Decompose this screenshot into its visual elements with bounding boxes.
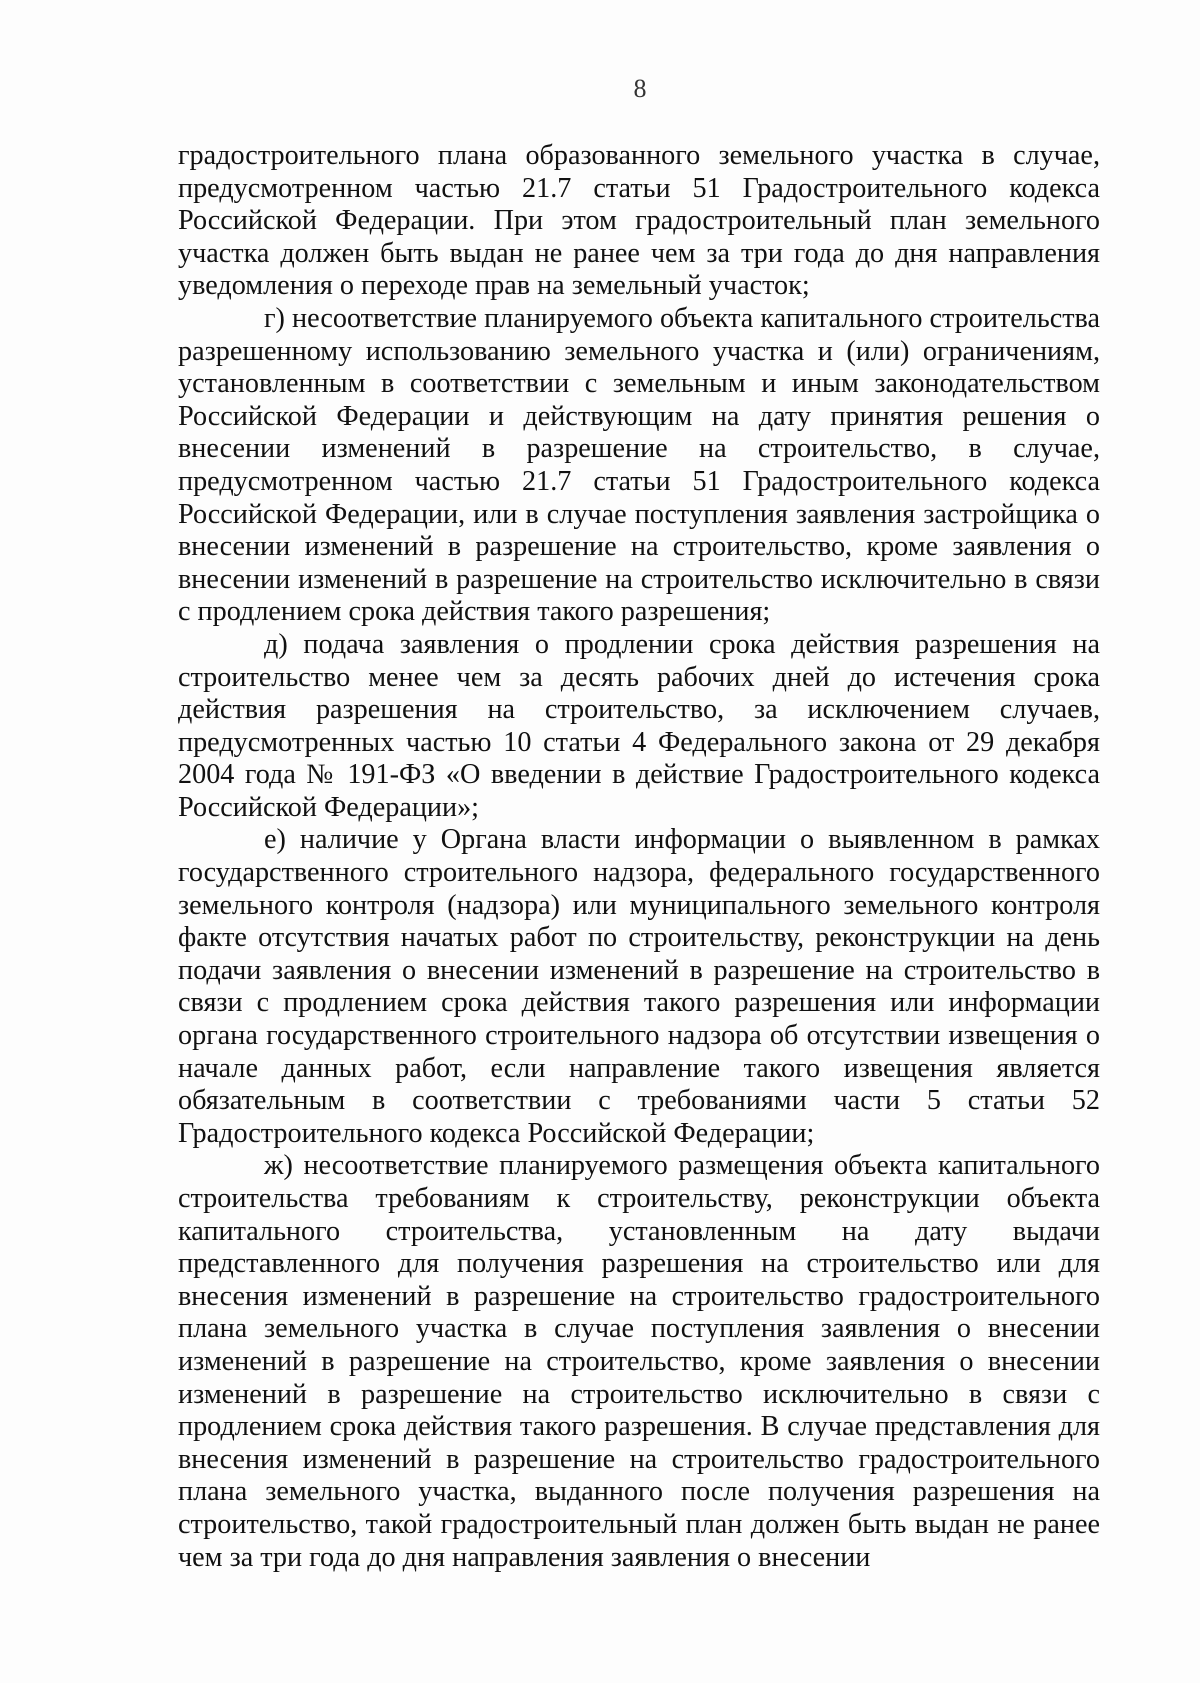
page-number: 8 <box>633 74 647 103</box>
paragraph-item-d: д) подача заявления о продлении срока действия разрешения на строительство менее чем за десять рабочих дней до истечения срока действия разрешения на строительство, за исключением случаев, предусмотренных частью 10 статьи 4 Федерального закона от 29 декабря 2004 года № 191-ФЗ «О введении в действие Градостроительного кодекса Российской Федерации»; <box>178 628 1100 823</box>
paragraph-item-zh: ж) несоответствие планируемого размещения объекта капитального строительства требованиям к строительству, реконструкции объекта капитального строительства, установленным на дату выдачи представленного для получения разрешения на строительство или для внесения изменений в разрешение на строительство градостроительного плана земельного участка в случае поступления заявления о внесении изменений в разрешение на строительство, кроме заявления о внесении изменений в разрешение на строительство исключительно в связи с продлением срока действия такого разрешения. В случае представления для внесения изменений в разрешение на строительство градостроительного плана земельного участка, выданного после получения разрешения на строительство, такой градостроительный план должен быть выдан не ранее чем за три года до дня направления заявления о внесении <box>178 1150 1100 1573</box>
document-body <box>178 140 1100 1574</box>
paragraph-item-e: е) наличие у Органа власти информации о выявленном в рамках государственного строительного надзора, федерального государственного земельного контроля (надзора) или муниципального земельного контроля факте отсутствия начатых работ по строительству, реконструкции на день подачи заявления о внесении изменений в разрешение на строительство в связи с продлением срока действия такого разрешения или информации органа государственного строительного надзора об отсутствии извещения о начале данных работ, если направление такого извещения является обязательным в соответствии с требованиями части 5 статьи 52 Градостроительного кодекса Российской Федерации; <box>178 824 1100 1149</box>
paragraph-item-g: г) несоответствие планируемого объекта капитального строительства разрешенному использованию земельного участка и (или) ограничениям, установленным в соответствии с земельным и иным законодательством Российской Федерации и действующим на дату принятия решения о внесении изменений в разрешение на строительство, в случае, предусмотренном частью 21.7 статьи 51 Градостроительного кодекса Российской Федерации, или в случае поступления заявления застройщика о внесении изменений в разрешение на строительство, кроме заявления о внесении изменений в разрешение на строительство исключительно в связи с продлением срока действия такого разрешения; <box>178 302 1100 628</box>
paragraph-continuation: градостроительного плана образованного земельного участка в случае, предусмотренном частью 21.7 статьи 51 Градостроительного кодекса Российской Федерации. При этом градостроительный план земельного участка должен быть выдан не ранее чем за три года до дня направления уведомления о переходе прав на земельный участок; <box>178 140 1100 302</box>
